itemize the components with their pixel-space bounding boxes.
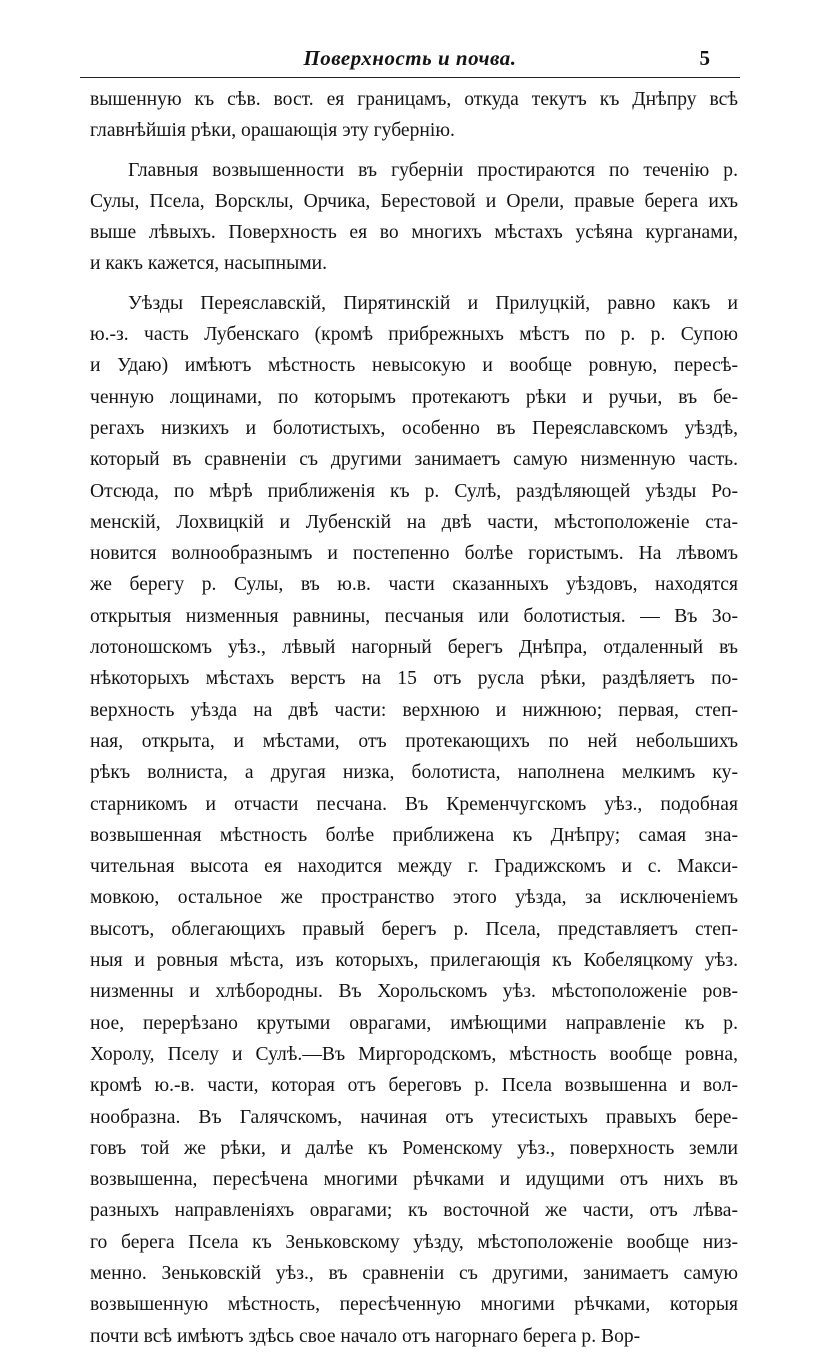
text-line: чительная высота ея находится между г. Градижскомъ и с. Макси- xyxy=(90,856,738,878)
text-line: ная, открыта, и мѣстами, отъ протекающихъ по ней небольшихъ xyxy=(90,730,738,752)
text-line: же берегу р. Сулы, въ ю.в. части сказанныхъ уѣздовъ, находятся xyxy=(90,574,738,596)
text-line: разныхъ направленіяхъ оврагами; къ восточной же части, отъ лѣва- xyxy=(90,1200,738,1222)
text-line: низменны и хлѣбородны. Въ Хорольскомъ уѣз. мѣстоположеніе ров- xyxy=(90,981,738,1003)
text-line: ченную лощинами, по которымъ протекаютъ рѣки и ручьи, въ бе- xyxy=(90,386,738,408)
text-line: Сулы, Псела, Ворсклы, Орчика, Берестовой и Орели, правые берега ихъ xyxy=(90,190,738,212)
text-line: нѣкоторыхъ мѣстахъ верстъ на 15 отъ русла рѣки, раздѣляетъ по- xyxy=(90,668,738,690)
text-line: открытыя низменныя равнины, песчаныя или болотистыя. — Въ Зо- xyxy=(90,605,738,627)
paragraph xyxy=(90,288,738,1352)
header-rule xyxy=(80,77,740,78)
text-line: го берега Псела къ Зеньковскому уѣзду, мѣстоположеніе вообще низ- xyxy=(90,1231,738,1253)
text-line: ныя и ровныя мѣста, изъ которыхъ, прилегающія къ Кобеляцкому уѣз. xyxy=(90,950,738,972)
text-line: говъ той же рѣки, и далѣе къ Роменскому уѣз., поверхность земли xyxy=(90,1137,738,1159)
text-line: кромѣ ю.-в. части, которая отъ береговъ р. Псела возвышенна и вол- xyxy=(90,1075,738,1097)
text-line: регахъ низкихъ и болотистыхъ, особенно въ Переяславскомъ уѣздѣ, xyxy=(90,417,738,439)
paragraph-gap xyxy=(90,280,738,288)
text-line: почти всѣ имѣютъ здѣсь свое начало отъ нагорнаго берега р. Вор- xyxy=(90,1325,641,1347)
paragraph-gap xyxy=(90,147,738,155)
text-line: новится волнообразнымъ и постепенно болѣе гористымъ. На лѣвомъ xyxy=(90,543,738,565)
text-line: рѣкъ волниста, а другая низка, болотиста, наполнена мелкимъ ку- xyxy=(90,762,738,784)
text-line: и Удаю) имѣютъ мѣстность невысокую и вообще ровную, пересѣ- xyxy=(90,355,738,377)
text-line: Хоролу, Пселу и Сулѣ.—Въ Миргородскомъ, мѣстность вообще ровна, xyxy=(90,1043,738,1065)
text-line: высотъ, облегающихъ правый берегъ р. Псела, представляетъ степ- xyxy=(90,918,738,940)
text-line: выше лѣвыхъ. Поверхность ея во многихъ мѣстахъ усѣяна курганами, xyxy=(90,222,738,244)
text-line: старникомъ и отчасти песчана. Въ Кременчугскомъ уѣз., подобная xyxy=(90,793,738,815)
text-line: вышенную къ сѣв. вост. ея границамъ, откуда текутъ къ Днѣпру всѣ xyxy=(90,89,738,110)
text-line: лотоношскомъ уѣз., лѣвый нагорный берегъ Днѣпра, отдаленный въ xyxy=(90,637,738,659)
text-line: Отсюда, по мѣрѣ приближенія къ р. Сулѣ, раздѣляющей уѣзды Ро- xyxy=(90,480,738,502)
text-line: возвышенную мѣстность, пересѣченную многими рѣчками, которыя xyxy=(90,1294,738,1316)
text-line: и какъ кажется, насыпными. xyxy=(90,253,328,275)
text-line: который въ сравненіи съ другими занимаетъ самую низменную часть. xyxy=(90,449,738,471)
text-line: менно. Зеньковскій уѣз., въ сравненіи съ другими, занимаетъ самую xyxy=(90,1262,738,1284)
text-line: возвышенна, пересѣчена многими рѣчками и идущими отъ нихъ въ xyxy=(90,1169,738,1191)
text-line: мовкою, остальное же пространство этого уѣзда, за исключеніемъ xyxy=(90,887,738,909)
text-line: Уѣзды Переяславскій, Пирятинскій и Прилуцкій, равно какъ и xyxy=(128,292,738,314)
text-line: ное, перерѣзано крутыми оврагами, имѣющими направленіе къ р. xyxy=(90,1012,738,1034)
text-line: нообразна. Въ Галячскомъ, начиная отъ утесистыхъ правыхъ бере- xyxy=(90,1106,738,1128)
running-title: Поверхность и почва. xyxy=(303,46,517,70)
page-header xyxy=(80,44,740,78)
text-line: менскій, Лохвицкій и Лубенскій на двѣ части, мѣстоположеніе ста- xyxy=(90,511,738,533)
text-line: Главныя возвышенности въ губерніи простираются по теченію р. xyxy=(128,159,738,181)
paragraph xyxy=(90,84,738,147)
text-line: главнѣйшія рѣки, орашающія эту губернію. xyxy=(90,120,455,142)
text-line: ю.-з. часть Лубенскаго (кромѣ прибрежныхъ мѣстъ по р. р. Супою xyxy=(90,324,738,346)
text-line: возвышенная мѣстность болѣе приближена къ Днѣпру; самая зна- xyxy=(90,824,738,846)
page-number: 5 xyxy=(699,46,710,70)
paragraph xyxy=(90,155,738,280)
text-line: верхность уѣзда на двѣ части: верхнюю и нижнюю; первая, степ- xyxy=(90,699,738,721)
body-text xyxy=(90,84,738,1352)
